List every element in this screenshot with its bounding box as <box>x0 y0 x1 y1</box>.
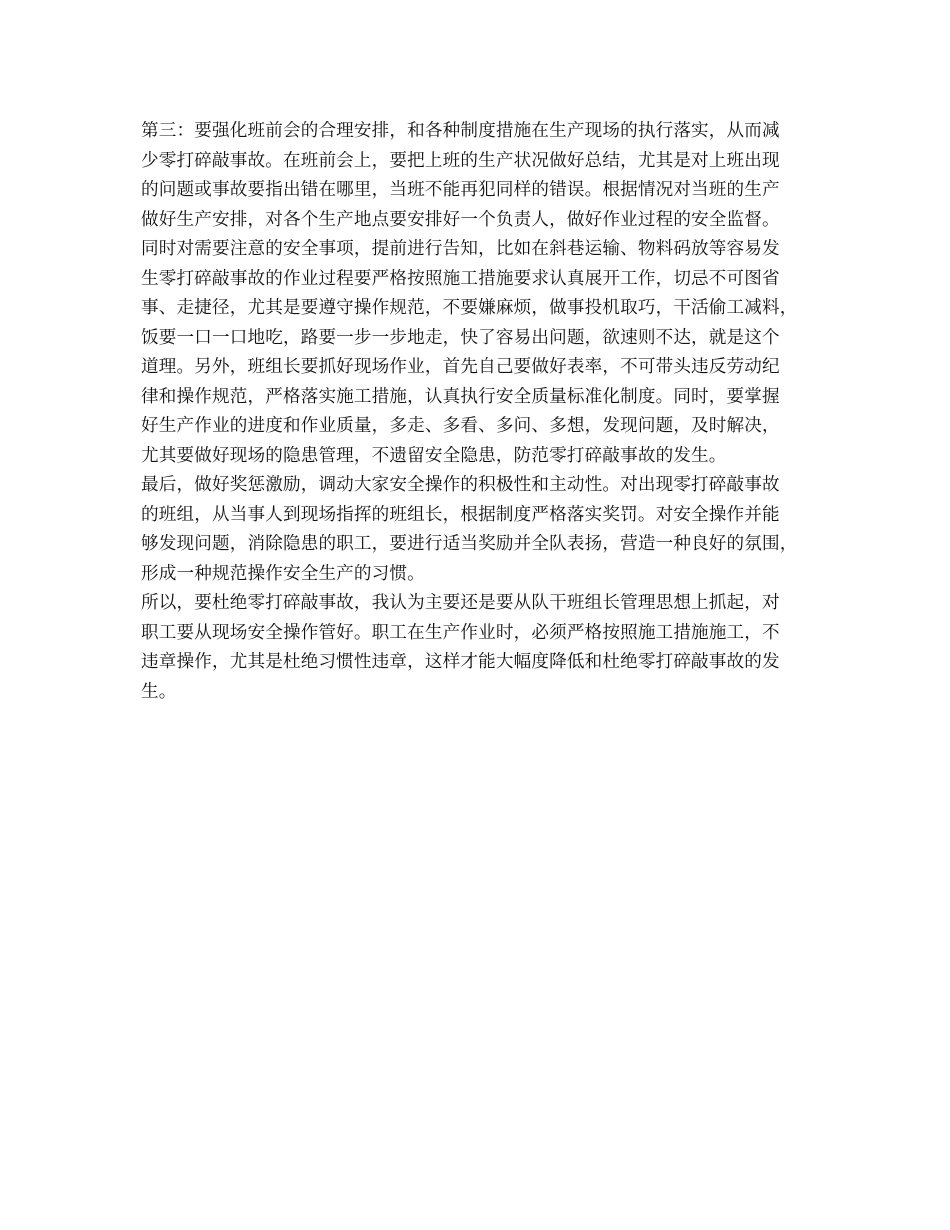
text-line: 好生产作业的进度和作业质量，多走、多看、多问、多想，发现问题，及时解决， <box>141 416 780 436</box>
text-line: 生。 <box>141 681 177 702</box>
text-line: 做好生产安排，对各个生产地点要安排好一个负责人，做好作业过程的安全监督。 <box>141 209 780 230</box>
text-line: 饭要一口一口地吃，路要一步一步地走，快了容易出问题，欲速则不达，就是这个 <box>141 327 780 348</box>
text-line: 尤其要做好现场的隐患管理，不遗留安全隐患，防范零打碎敲事故的发生。 <box>141 445 727 466</box>
text-line: 事、走捷径，尤其是要遵守操作规范，不要嫌麻烦，做事投机取巧，干活偷工减料， <box>141 298 798 318</box>
text-line: 职工要从现场安全操作管好。职工在生产作业时，必须严格按照施工措施施工，不 <box>141 622 780 643</box>
text-line: 形成一种规范操作安全生产的习惯。 <box>141 563 425 584</box>
text-line: 的班组，从当事人到现场指挥的班组长，根据制度严格落实奖罚。对安全操作并能 <box>141 504 780 525</box>
paragraph-pre-shift-meeting <box>141 117 816 471</box>
document-body <box>141 117 816 707</box>
text-line: 少零打碎敲事故。在班前会上，要把上班的生产状况做好总结，尤其是对上班出现 <box>141 150 780 171</box>
text-line: 道理。另外，班组长要抓好现场作业，首先自己要做好表率，不可带头违反劳动纪 <box>141 357 780 377</box>
text-line: 第三：要强化班前会的合理安排，和各种制度措施在生产现场的执行落实，从而减 <box>141 121 780 141</box>
paragraph-conclusion <box>141 589 816 707</box>
text-line: 同时对需要注意的安全事项，提前进行告知，比如在斜巷运输、物料码放等容易发 <box>141 239 780 259</box>
text-line: 够发现问题，消除隐患的职工，要进行适当奖励并全队表扬，营造一种良好的氛围， <box>141 534 798 554</box>
text-line: 最后，做好奖惩激励，调动大家安全操作的积极性和主动性。对出现零打碎敲事故 <box>141 475 780 495</box>
paragraph-rewards-penalties <box>141 471 816 589</box>
text-line: 的问题或事故要指出错在哪里，当班不能再犯同样的错误。根据情况对当班的生产 <box>141 180 780 200</box>
text-line: 律和操作规范，严格落实施工措施，认真执行安全质量标准化制度。同时，要掌握 <box>141 386 780 407</box>
text-line: 生零打碎敲事故的作业过程要严格按照施工措施要求认真展开工作，切忌不可图省 <box>141 268 780 289</box>
text-line: 所以，要杜绝零打碎敲事故，我认为主要还是要从队干班组长管理思想上抓起，对 <box>141 593 780 613</box>
text-line: 违章操作，尤其是杜绝习惯性违章，这样才能大幅度降低和杜绝零打碎敲事故的发 <box>141 652 780 672</box>
